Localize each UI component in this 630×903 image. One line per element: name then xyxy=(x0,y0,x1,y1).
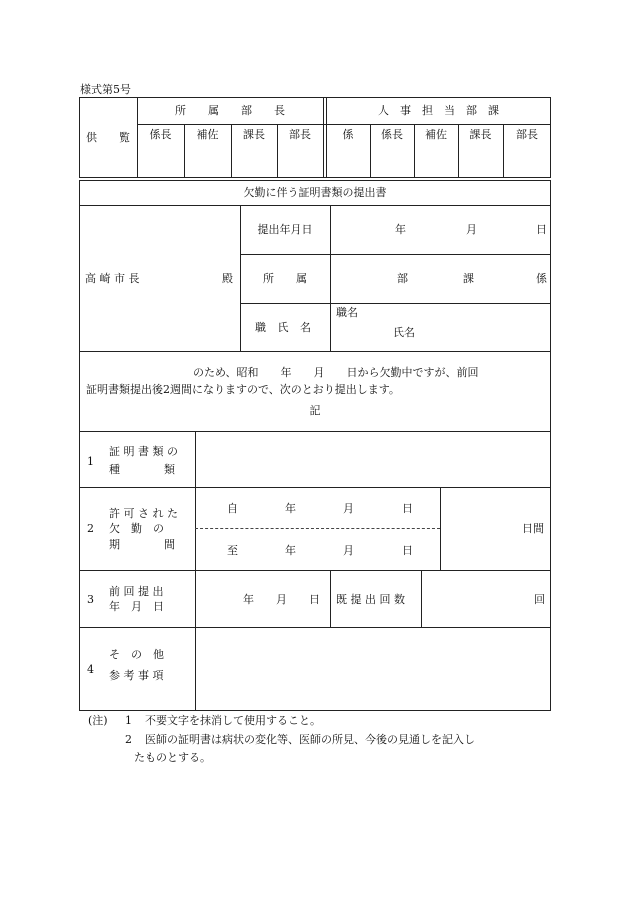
item-3-label-b: 年 月 日 xyxy=(109,600,164,613)
submit-count-label: 既 提 出 回 数 xyxy=(336,593,405,606)
honorific: 殿 xyxy=(222,272,233,285)
body-line-2: 証明書類提出後2週間になりますので、次のとおり提出します。 xyxy=(86,383,400,396)
item-1-label-a: 証 明 書 類 の xyxy=(109,445,178,458)
item-2-number: 2 xyxy=(87,522,94,535)
form-number: 様式第5号 xyxy=(80,83,131,96)
stamp-col-label: 課長 xyxy=(243,128,265,141)
item-1-label-b: 種 類 xyxy=(109,463,175,476)
period-days[interactable]: 日間 xyxy=(522,522,544,535)
item-2-label-b: 欠 勤 の xyxy=(109,522,164,535)
stamp-col-label: 課長 xyxy=(469,128,492,141)
period-to-day[interactable]: 日 xyxy=(402,544,413,557)
period-to-month[interactable]: 月 xyxy=(343,544,354,557)
period-from-year[interactable]: 年 xyxy=(285,502,296,515)
ki-marker: 記 xyxy=(309,404,321,417)
submit-date-day[interactable]: 日 xyxy=(536,223,547,236)
document-title: 欠勤に伴う証明書類の提出書 xyxy=(243,186,387,199)
item-4-label-b: 参 考 事 項 xyxy=(109,669,164,682)
note-1-number: 1 xyxy=(125,714,132,727)
affiliation-label: 所 属 xyxy=(263,272,307,285)
period-from-day[interactable]: 日 xyxy=(402,502,413,515)
item-4-label-a: そ の 他 xyxy=(109,648,164,661)
item-4-number: 4 xyxy=(87,663,94,676)
dept-head-title: 所 属 部 長 xyxy=(175,104,285,117)
item-3-label-a: 前 回 提 出 xyxy=(109,585,164,598)
note-2-line-b: たものとする。 xyxy=(134,751,211,764)
review-label: 供 覧 xyxy=(86,131,130,144)
body-line-1: のため、昭和 年 月 日から欠勤中ですが、前回 xyxy=(193,366,479,379)
stamp-col-label: 補佐 xyxy=(196,128,219,141)
submit-count-unit[interactable]: 回 xyxy=(534,593,545,606)
position-name-label: 職 氏 名 xyxy=(255,321,315,334)
period-to-year[interactable]: 年 xyxy=(285,544,296,557)
submit-date-year[interactable]: 年 xyxy=(395,223,406,236)
period-from: 自 xyxy=(227,502,238,515)
note-1: 不要文字を抹消して使用すること。 xyxy=(145,714,321,727)
affiliation-bu[interactable]: 部 xyxy=(397,272,408,285)
addressee: 高 崎 市 長 xyxy=(85,272,140,285)
stamp-col-label: 係長 xyxy=(149,128,172,141)
affiliation-ka[interactable]: 課 xyxy=(463,272,474,285)
previous-submit-date[interactable]: 年 月 日 xyxy=(243,593,320,606)
item-2-label-a: 許 可 さ れ た xyxy=(109,507,178,520)
period-from-month[interactable]: 月 xyxy=(343,502,354,515)
hr-title: 人 事 担 当 部 課 xyxy=(378,104,499,117)
period-to: 至 xyxy=(227,544,238,557)
item-1-number: 1 xyxy=(87,455,94,468)
stamp-col-label: 補佐 xyxy=(425,128,447,141)
stamp-col-label: 係 xyxy=(342,128,354,141)
stamp-col-label: 係長 xyxy=(381,128,403,141)
item-3-number: 3 xyxy=(87,593,94,606)
position-field[interactable]: 職名 xyxy=(336,306,358,319)
submit-date-label: 提出年月日 xyxy=(257,223,313,236)
note-2-line-a: 医師の証明書は病状の変化等、医師の所見、今後の見通しを記入し xyxy=(145,733,475,746)
note-2-number: 2 xyxy=(125,733,132,746)
notes-prefix: (注) xyxy=(88,714,108,727)
name-field[interactable]: 氏名 xyxy=(393,326,415,339)
submit-date-month[interactable]: 月 xyxy=(466,223,477,236)
affiliation-kakari[interactable]: 係 xyxy=(536,272,547,285)
stamp-col-label: 部長 xyxy=(289,128,311,141)
item-2-label-c: 期 間 xyxy=(109,538,175,551)
stamp-col-label: 部長 xyxy=(516,128,538,141)
